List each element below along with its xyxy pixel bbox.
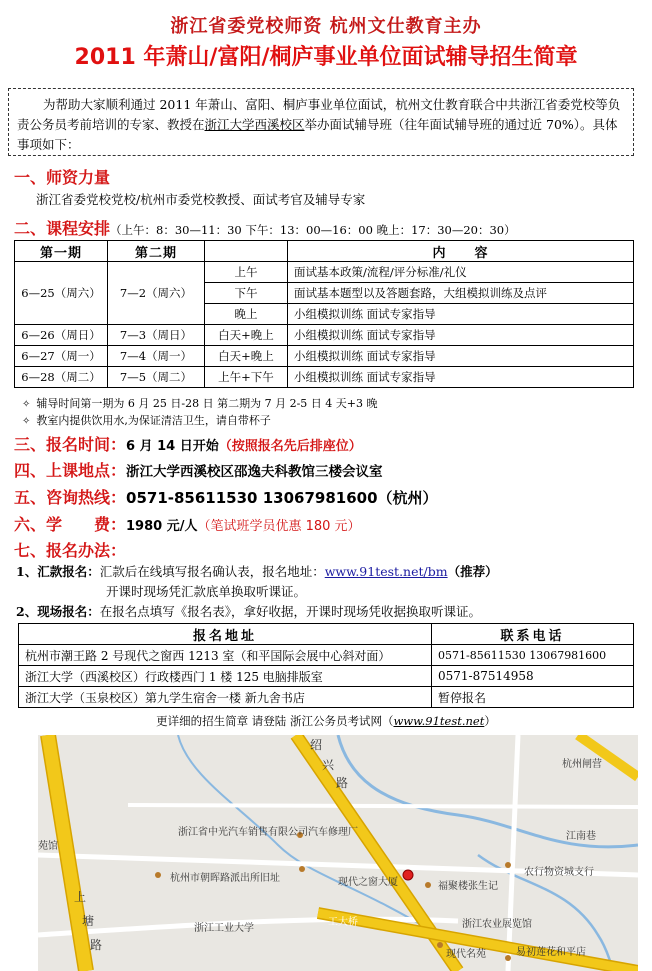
faculty-text: 浙江省委党校党校/杭州市委党校教授、面试考官及辅导专家 (36, 192, 366, 207)
schedule-header-period1: 第一期 (15, 241, 108, 262)
phone-cell: 0571-85611530 13067981600 (432, 645, 634, 666)
schedule-table (14, 240, 634, 388)
schedule-header-time (205, 241, 288, 262)
schedule-period2: 7—4（周一） (108, 346, 205, 367)
minor-road (128, 805, 638, 807)
table-row (15, 346, 634, 367)
map-label: 绍 (310, 738, 323, 752)
schedule-content: 小组模拟训练 面试专家指导 (288, 325, 634, 346)
schedule-period1: 6—27（周一） (15, 346, 108, 367)
schedule-content: 面试基本政策/流程/评分标准/礼仪 (288, 262, 634, 283)
map-label: 苑馆 (38, 841, 58, 852)
schedule-period1: 6—26（周日） (15, 325, 108, 346)
footer-end: ） (484, 714, 496, 728)
address-table (18, 623, 634, 708)
schedule-note-text: 辅导时间第一期为 6 月 25 日-28 日 第二期为 7 月 2-5 日 4 天+3 晚 (36, 397, 378, 410)
map-label: 塘 (82, 914, 95, 928)
footer-note (0, 713, 652, 729)
schedule-times: （上午：8：30—11：30 下午：13：00—16：00 晚上：17：30—20：30） (110, 223, 516, 237)
address-cell: 杭州市潮王路 2 号现代之窗西 1213 室（和平国际会展中心斜对面） (19, 645, 432, 666)
reg-time-value: 6 月 14 日开始 (126, 439, 219, 454)
schedule-time: 上午 (205, 262, 288, 283)
intro-box (8, 88, 634, 156)
map-label: 江南巷 (566, 831, 596, 842)
main-road-ne (578, 735, 638, 777)
schedule-header-row (15, 241, 634, 262)
schedule-title-text: 二、课程安排 (14, 219, 111, 238)
poi-marker (505, 955, 511, 961)
page-title: 2011 年萧山/富阳/桐庐事业单位面试辅导招生简章 (74, 45, 578, 70)
schedule-time: 白天+晚上 (205, 325, 288, 346)
schedule-note-2 (22, 412, 271, 428)
remit-label: 1、汇款报名： (16, 564, 100, 579)
footer-link[interactable]: www.91test.net (393, 714, 485, 728)
reg-time-title: 三、报名时间： (14, 435, 127, 454)
schedule-time: 晚上 (205, 304, 288, 325)
remit-link[interactable]: www.91test.net/bm (324, 564, 448, 579)
schedule-content: 小组模拟训练 面试专家指导 (288, 367, 634, 388)
schedule-period1: 6—25（周六） (15, 262, 108, 325)
section-schedule-title (14, 216, 516, 239)
map-label: 浙江省中光汽车销售有限公司汽车修理厂 (178, 827, 358, 838)
location-map[interactable] (38, 735, 638, 971)
intro-venue-link: 浙江大学西溪校区 (204, 117, 305, 132)
map-label: 浙江农业展览馆 (462, 919, 532, 930)
table-row (19, 645, 634, 666)
onsite-line (16, 602, 481, 620)
map-label: 杭州市朝晖路派出所旧址 (170, 873, 280, 884)
remit-recommend: （推荐） (447, 564, 498, 579)
poi-marker (425, 882, 431, 888)
hotline-value: 0571-85611530 13067981600（杭州） (126, 489, 438, 507)
phone-header: 联系电话 (432, 624, 634, 645)
table-row (15, 325, 634, 346)
map-label: 路 (336, 776, 349, 790)
address-header-row (19, 624, 634, 645)
schedule-time: 下午 (205, 283, 288, 304)
map-label: 杭州闸营 (562, 759, 602, 770)
map-label: 兴 (322, 758, 335, 772)
minor-road (508, 735, 518, 971)
fee-note: （笔试班学员优惠 180 元） (197, 519, 361, 534)
schedule-header-period2: 第二期 (108, 241, 205, 262)
schedule-note-text: 教室内提供饮用水,为保证清洁卫生，请自带杯子 (36, 414, 271, 427)
fee-title: 六、学 费： (14, 515, 127, 534)
intro-text-1: 为帮助大家顺利通过 2011 年萧山、富阳、桐庐事业单位面试，杭州文仕教育联合中共浙江省委党校等负责公务员考前培训的专家、教授在 (17, 97, 621, 132)
schedule-content: 小组模拟训练 面试专家指导 (288, 346, 634, 367)
onsite-text: 在报名点填写《报名表》，拿好收据，开课时现场凭收据换取听课证。 (99, 604, 481, 619)
onsite-label: 2、现场报名： (16, 604, 100, 619)
remit-line (16, 562, 498, 580)
poi-marker (505, 862, 511, 868)
map-label: 现代之窗大厦 (338, 877, 398, 888)
section-hotline (14, 485, 438, 508)
section-faculty-title: 一、师资力量 (14, 168, 111, 187)
schedule-period1: 6—28（周二） (15, 367, 108, 388)
map-canvas (38, 735, 638, 971)
organizer-line: 浙江省委党校师资 杭州文仕教育主办 (170, 16, 482, 37)
section-fee (14, 512, 361, 535)
table-row (15, 262, 634, 283)
schedule-content: 面试基本题型以及答题套路，大组模拟训练及点评 (288, 283, 634, 304)
schedule-content: 小组模拟训练 面试专家指导 (288, 304, 634, 325)
poi-marker (299, 866, 305, 872)
section-reg-time (14, 432, 362, 455)
address-cell: 浙江大学（玉泉校区）第九学生宿舍一楼 新九舍书店 (19, 687, 432, 708)
location-value: 浙江大学西溪校区邵逸夫科教馆三楼会议室 (126, 464, 383, 480)
location-marker-icon[interactable] (403, 870, 413, 880)
remit-text: 汇款后在线填写报名确认表，报名地址： (99, 564, 325, 579)
schedule-header-content: 内 容 (288, 241, 634, 262)
phone-cell: 暂停报名 (432, 687, 634, 708)
section-location (14, 458, 383, 481)
phone-cell: 0571-87514958 (432, 666, 634, 687)
map-label: 上 (74, 890, 87, 904)
poi-marker (155, 872, 161, 878)
reg-time-note: （按照报名先后排座位） (218, 439, 362, 454)
address-header: 报名地址 (19, 624, 432, 645)
schedule-time: 白天+晚上 (205, 346, 288, 367)
location-title: 四、上课地点： (14, 461, 127, 480)
intro-text-2: 举办面试辅导班（往年面试辅导班的通过近 70%）。具体事项如下： (17, 117, 618, 152)
section-howto-title: 七、报名办法： (14, 541, 127, 560)
fee-value: 1980 元/人 (126, 519, 198, 534)
schedule-period2: 7—2（周六） (108, 262, 205, 325)
footer-text: 更详细的招生简章 请登陆 浙江公务员考试网（ (156, 714, 394, 728)
remit-text-2: 开课时现场凭汇款底单换取听课证。 (106, 584, 307, 599)
hotline-title: 五、咨询热线： (14, 488, 127, 507)
diamond-bullet-icon: ✧ (22, 399, 31, 410)
schedule-period2: 7—3（周日） (108, 325, 205, 346)
table-row (19, 666, 634, 687)
schedule-time: 上午+下午 (205, 367, 288, 388)
map-label: 工大桥 (328, 917, 358, 928)
address-cell: 浙江大学（西溪校区）行政楼西门 1 楼 125 电脑排版室 (19, 666, 432, 687)
map-label: 易初莲花和平店 (516, 947, 586, 958)
map-label: 路 (90, 938, 103, 952)
diamond-bullet-icon: ✧ (22, 416, 31, 427)
schedule-note-1 (22, 395, 377, 411)
schedule-period2: 7—5（周二） (108, 367, 205, 388)
map-label: 现代名苑 (446, 949, 486, 960)
map-label: 浙江工业大学 (194, 923, 254, 934)
poi-marker (437, 942, 443, 948)
table-row (19, 687, 634, 708)
map-label: 农行物资城支行 (524, 867, 594, 878)
map-label: 福聚楼张生记 (438, 881, 498, 892)
table-row (15, 367, 634, 388)
